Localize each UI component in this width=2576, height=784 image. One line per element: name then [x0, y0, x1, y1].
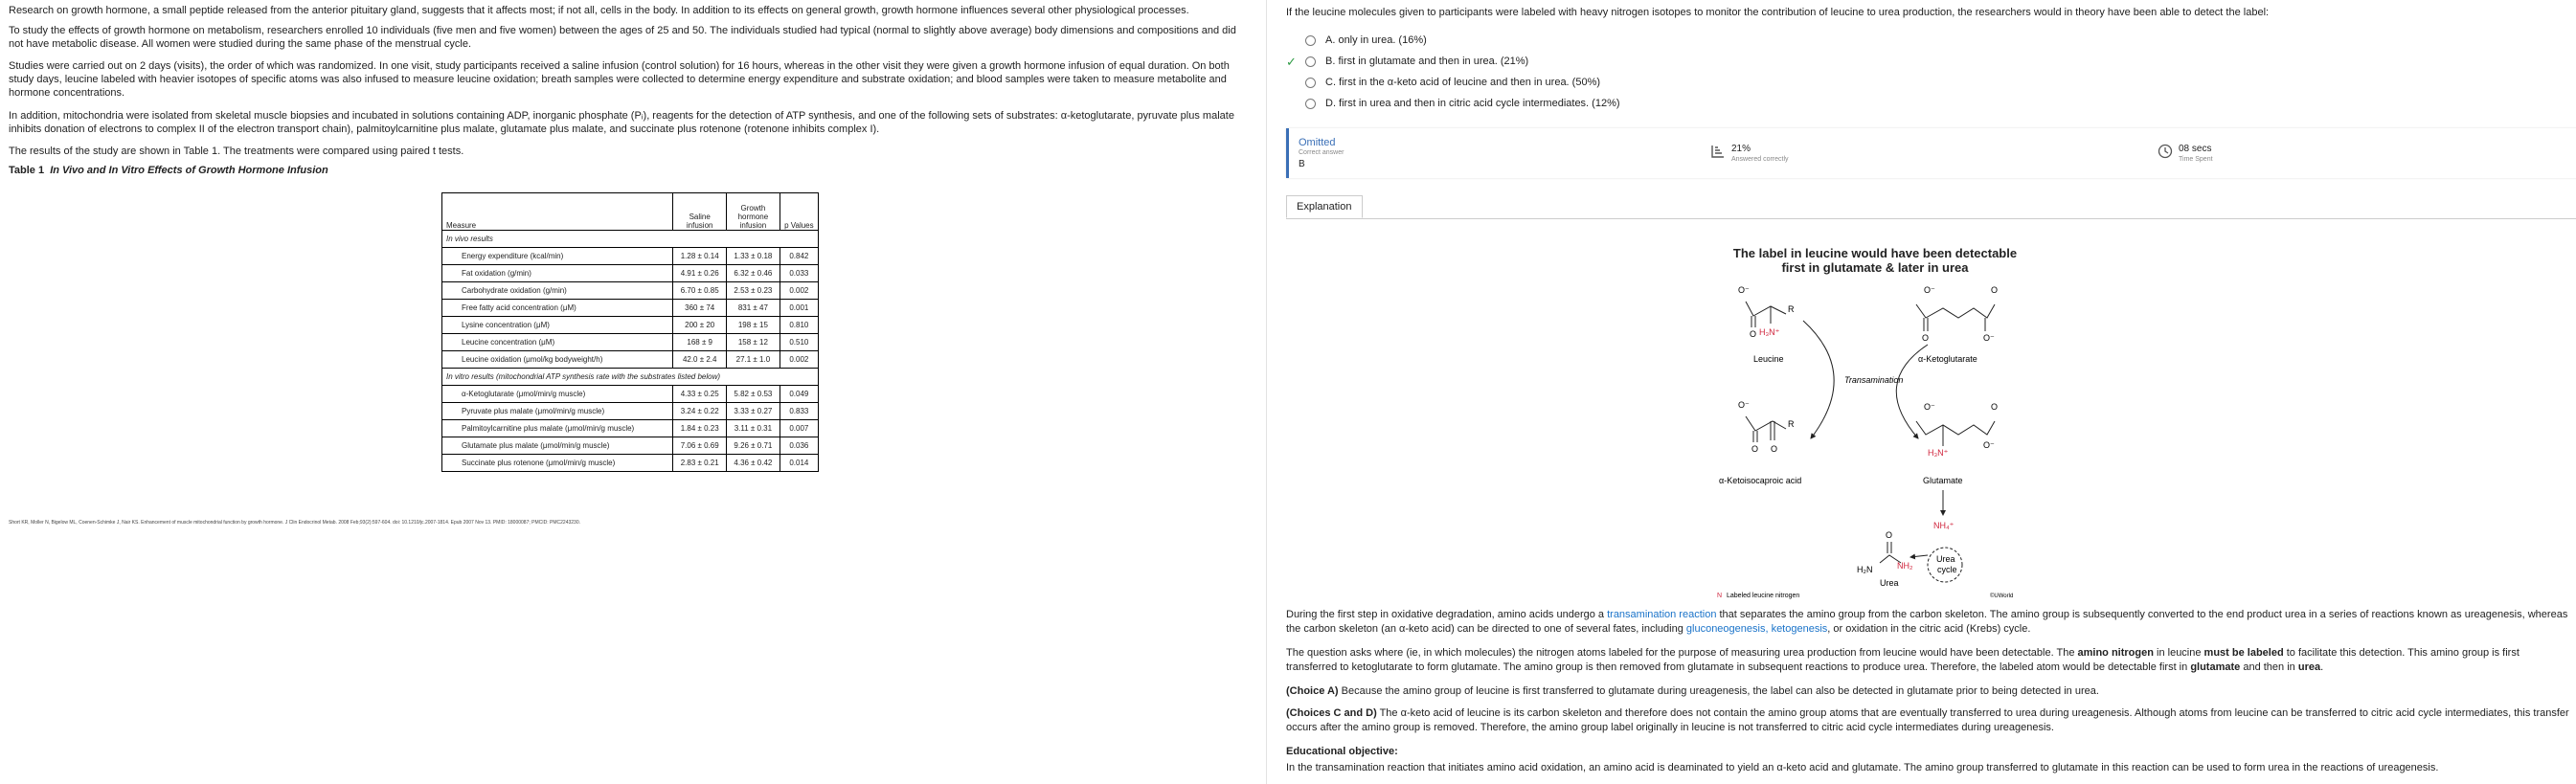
table-cell-value: 360 ± 74 — [673, 300, 727, 317]
table-caption: In Vivo and In Vitro Effects of Growth Hormone Infusion — [50, 165, 328, 176]
keto-r: R — [1788, 419, 1795, 429]
table-cell-value: 4.33 ± 0.25 — [673, 386, 727, 403]
table-cell-value: 9.26 ± 0.71 — [727, 437, 780, 455]
correct-answer-label: Correct answer — [1299, 149, 1344, 156]
table-cell-measure: Succinate plus rotenone (μmol/min/g muscle) — [442, 455, 673, 472]
passage-pane — [0, 0, 1266, 784]
akg-o-bottom-left: O — [1922, 333, 1930, 343]
table-cell-value: 0.002 — [780, 351, 818, 369]
urea-h2n: H₂N — [1857, 565, 1873, 574]
text: in leucine — [2153, 647, 2204, 659]
passage-paragraph-5: The results of the study are shown in Table 1. The treatments were compared using paired t tests. — [9, 146, 464, 157]
table-cell-value: 0.002 — [780, 282, 818, 300]
passage-paragraph-2: To study the effects of growth hormone on metabolism, researchers enrolled 10 individuals (five men and five women) between the ages of 25 and 50. The individuals studied had typical (normal to slightly above average) body dimensions and compositions and did not have metabolic disease. All women were studied during the same phase of the menstrual cycle. — [9, 25, 1236, 50]
akg-o-minus-left: O⁻ — [1924, 285, 1935, 295]
table-cell-measure: Palmitoylcarnitine plus malate (μmol/min/g muscle) — [442, 420, 673, 437]
text: The question asks where (ie, in which molecules) the nitrogen atoms labeled for the purpose of measuring urea production from leucine would have been detectable. The — [1286, 647, 2078, 659]
glu-h3n: H₃N⁺ — [1928, 448, 1949, 458]
header-growth-hormone: Growth hormone infusion — [727, 193, 780, 231]
urea-label: Urea — [1880, 578, 1899, 588]
table-row — [442, 386, 819, 403]
arrow-leucine-to-keto — [1803, 321, 1834, 438]
table-cell-value: 3.24 ± 0.22 — [673, 403, 727, 420]
table-cell-measure: Fat oxidation (g/min) — [442, 265, 673, 282]
table-cell-value: 4.36 ± 0.42 — [727, 455, 780, 472]
glutamate-label: Glutamate — [1923, 476, 1963, 485]
transamination-label: Transamination — [1844, 375, 1904, 385]
status-omitted: Omitted — [1299, 137, 1336, 148]
table-row — [442, 265, 819, 282]
figure-title-line-1: The label in leucine would have been detectable — [1732, 246, 2018, 260]
table-cell-measure: Leucine oxidation (μmol/kg bodyweight/h) — [442, 351, 673, 369]
question-pane — [1267, 0, 2576, 784]
table-cell-value: 0.049 — [780, 386, 818, 403]
choice-d[interactable] — [1305, 96, 1620, 111]
keto-o-left: O — [1751, 444, 1759, 454]
text: , or oxidation in the citric acid (Krebs) cycle. — [1827, 623, 2031, 635]
radio-icon[interactable] — [1305, 35, 1316, 46]
table-cell-value: 3.11 ± 0.31 — [727, 420, 780, 437]
bold-text: glutamate — [2190, 661, 2241, 673]
table-cell-value: 0.036 — [780, 437, 818, 455]
tab-underline — [1286, 218, 2576, 219]
table-cell-value: 5.82 ± 0.53 — [727, 386, 780, 403]
table-cell-value: 0.510 — [780, 334, 818, 351]
urea-cycle-label-1: Urea — [1936, 554, 1955, 564]
table-row — [442, 334, 819, 351]
table-cell-value: 42.0 ± 2.4 — [673, 351, 727, 369]
urea-cycle-label-2: cycle — [1937, 565, 1957, 574]
glu-o-minus-right: O⁻ — [1983, 440, 1995, 450]
question-stem: If the leucine molecules given to participants were labeled with heavy nitrogen isotopes to monitor the contribution of leucine to urea production, the researchers would in theory have been able to detect the label: — [1286, 7, 2270, 18]
table-body — [442, 231, 819, 472]
table-cell-value: 198 ± 15 — [727, 317, 780, 334]
percent-correct-value: 21% — [1731, 144, 1751, 154]
ketoisocaproic-label: α-Ketoisocaproic acid — [1719, 476, 1802, 485]
passage-paragraph-1: Research on growth hormone, a small peptide released from the anterior pituitary gland, suggests that it affects most; if not all, cells in the body. In addition to its effects on general growth, growth hormone influences several other physiological processes. — [9, 5, 1189, 16]
table-cell-value: 0.001 — [780, 300, 818, 317]
explanation-choice-a — [1286, 684, 2569, 699]
table-cell-measure: α-Ketoglutarate (μmol/min/g muscle) — [442, 386, 673, 403]
table-row — [442, 317, 819, 334]
table-cell-value: 200 ± 20 — [673, 317, 727, 334]
text: During the first step in oxidative degradation, amino acids undergo a — [1286, 609, 1608, 620]
table-row — [442, 351, 819, 369]
copyright: ©UWorld — [1990, 594, 2014, 599]
leucine-structure — [1738, 285, 1795, 364]
table-cell-measure: Free fatty acid concentration (μM) — [442, 300, 673, 317]
table-cell-measure: Carbohydrate oxidation (g/min) — [442, 282, 673, 300]
passage-paragraph-3: Studies were carried out on 2 days (visits), the order of which was randomized. In one visit, study participants received a saline infusion (control solution) for 16 hours, whereas in the other visit they were given a growth hormone infusion of equal duration. On both study days, leucine labeled with heavier isotopes of specific atoms was also infused to measure leucine oxidation; breath samples were collected to determine energy expenditure and substrate oxidation; and blood samples were taken to measure metabolite and hormone concentrations. — [9, 60, 1230, 99]
glu-o-right: O — [1991, 402, 1999, 412]
correct-answer-value: B — [1299, 159, 1305, 169]
text: The α-keto acid of leucine is its carbon skeleton and therefore does not contain the amino group atoms that are eventually transferred to urea during ureagenesis. Although atoms from leucine can be transferred to citric acid cycle intermediates, this transfer occurs after the amino group is removed. Therefore, the amino group label originally in leucine is not transferred to citric acid cycle intermediates during ureagenesis. — [1286, 707, 2569, 733]
header-measure: Measure — [442, 193, 673, 231]
text: Because the amino group of leucine is first transferred to glutamate during ureagenesis, the label can also be detected in glutamate prior to being detected in urea. — [1338, 685, 2099, 697]
bold-text: amino nitrogen — [2077, 647, 2154, 659]
header-saline: Saline infusion — [673, 193, 727, 231]
table-cell-value: 27.1 ± 1.0 — [727, 351, 780, 369]
explanation-paragraph-2 — [1286, 646, 2569, 675]
choice-d-label: D. first in urea and then in citric acid cycle intermediates. (12%) — [1325, 98, 1620, 109]
glutamate-structure — [1916, 402, 1998, 485]
table-cell-value: 0.014 — [780, 455, 818, 472]
leucine-label: Leucine — [1753, 354, 1784, 364]
table-section-row — [442, 231, 819, 248]
arrow-cycle-to-urea — [1910, 555, 1928, 557]
choice-a-ref: (Choice A) — [1286, 685, 1339, 697]
table-row — [442, 403, 819, 420]
correct-check-icon: ✓ — [1286, 55, 1297, 69]
citation: Short KR, Moller N, Bigelow ML, Coenen-Schimke J, Nair KS. Enhancement of muscle mitochondrial function by growth hormone. J Clin Endocrinol Metab. 2008 Feb;93(2):597-604. doi: 10.1210/jc.2007-1814. Epub 2007 Nov 13. PMID: 18000087; PMCID: PMC2243230. — [9, 520, 580, 526]
table-cell-value: 2.53 ± 0.23 — [727, 282, 780, 300]
table-cell-value: 158 ± 12 — [727, 334, 780, 351]
time-spent-value: 08 secs — [2179, 144, 2212, 154]
radio-icon[interactable] — [1305, 78, 1316, 88]
choice-b[interactable] — [1305, 54, 1528, 69]
table-cell-value: 831 ± 47 — [727, 300, 780, 317]
percent-correct-label: Answered correctly — [1731, 156, 1789, 163]
choice-c[interactable] — [1305, 75, 1600, 90]
figure-title — [1717, 246, 2033, 275]
table-cell-value: 6.32 ± 0.46 — [727, 265, 780, 282]
legend-label: Labeled leucine nitrogen — [1727, 593, 1800, 599]
table-row — [442, 420, 819, 437]
ketoisocaproic-structure — [1719, 400, 1801, 485]
table-header-row — [442, 193, 819, 231]
bold-text: must be labeled — [2203, 647, 2284, 659]
table-cell-value: 6.70 ± 0.85 — [673, 282, 727, 300]
table-cell-value: 0.810 — [780, 317, 818, 334]
choices-cd-ref: (Choices C and D) — [1286, 707, 1377, 719]
text: . — [2320, 661, 2324, 673]
keto-o-right: O — [1771, 444, 1778, 454]
educational-objective-label: Educational objective: — [1286, 746, 1398, 757]
time-spent-label: Time Spent — [2179, 156, 2213, 163]
tab-explanation[interactable]: Explanation — [1286, 195, 1363, 218]
radio-icon[interactable] — [1305, 99, 1316, 109]
table-cell-value: 0.833 — [780, 403, 818, 420]
radio-icon[interactable] — [1305, 56, 1316, 67]
akg-o-right: O — [1991, 285, 1999, 295]
table-section-label: In vivo results — [442, 231, 819, 248]
table-cell-value: 0.842 — [780, 248, 818, 265]
explanation-paragraph-1 — [1286, 608, 2569, 637]
table-cell-measure: Energy expenditure (kcal/min) — [442, 248, 673, 265]
choice-a-label: A. only in urea. (16%) — [1325, 34, 1427, 46]
clock-icon — [2158, 144, 2173, 164]
table-cell-measure: Pyruvate plus malate (μmol/min/g muscle) — [442, 403, 673, 420]
table-cell-value: 1.84 ± 0.23 — [673, 420, 727, 437]
table-cell-value: 4.91 ± 0.26 — [673, 265, 727, 282]
table-cell-measure: Glutamate plus malate (μmol/min/g muscle) — [442, 437, 673, 455]
urea-nh2: NH₂ — [1897, 561, 1913, 571]
urea-structure — [1857, 530, 1913, 588]
text: that separates the amino group from the carbon skeleton. The amino group is subsequently converted to the end product urea in a series of reactions known as ureagenesis, whereas the carbon skeleton (an α-keto acid) can be directed to one of several fates, including — [1286, 609, 2568, 635]
choice-b-label: B. first in glutamate and then in urea. (21%) — [1325, 56, 1529, 67]
table-cell-value: 1.28 ± 0.14 — [673, 248, 727, 265]
table-cell-measure: Leucine concentration (μM) — [442, 334, 673, 351]
table-cell-value: 0.007 — [780, 420, 818, 437]
ketoglutarate-label: α-Ketoglutarate — [1918, 354, 1977, 364]
table-row — [442, 455, 819, 472]
educational-objective-text: In the transamination reaction that initiates amino acid oxidation, an amino acid is deaminated to yield an α-keto acid and glutamate. The amino group transferred to glutamate in this reaction can be used to form urea in the reactions of ureagenesis. — [1286, 762, 2439, 773]
table-cell-measure: Lysine concentration (μM) — [442, 317, 673, 334]
glu-o-minus-left: O⁻ — [1924, 402, 1935, 412]
table-number: Table 1 — [9, 165, 45, 176]
table-cell-value: 2.83 ± 0.21 — [673, 455, 727, 472]
legend-symbol: N — [1717, 593, 1723, 599]
table-row — [442, 248, 819, 265]
passage-paragraph-4: In addition, mitochondria were isolated from skeletal muscle biopsies and incubated in solutions containing ADP, inorganic phosphate (Pᵢ), reagents for the detection of ATP synthesis, and one of the following sets of substrates: α-ketoglutarate, pyruvate plus malate inhibits donation of electrons to complex II of the electron transport chain), palmitoylcarnitine plus malate, glutamate plus malate, and succinate plus rotenone (rotenone inhibits complex I). — [9, 110, 1234, 135]
table-row — [442, 282, 819, 300]
leucine-h3n: H₃N⁺ — [1759, 327, 1780, 337]
bar-chart-icon — [1710, 144, 1726, 164]
results-table — [441, 192, 819, 472]
table-section-label: In vitro results (mitochondrial ATP synthesis rate with the substrates listed below) — [442, 369, 819, 386]
table-cell-value: 168 ± 9 — [673, 334, 727, 351]
keto-o-minus: O⁻ — [1738, 400, 1750, 410]
transamination-link[interactable]: transamination reaction — [1607, 609, 1717, 620]
choice-c-label: C. first in the α-keto acid of leucine and then in urea. (50%) — [1325, 77, 1601, 88]
table-cell-value: 3.33 ± 0.27 — [727, 403, 780, 420]
ketoglutarate-structure — [1916, 285, 1998, 364]
akg-o-minus-bottom-right: O⁻ — [1983, 333, 1995, 343]
text: to facilitate this detection. This amino group is first transferred to ketoglutarate to form glutamate. The amino group is then removed from glutamate in subsequent reactions to produce urea. Therefore, the labeled atom would be detectable first in — [1286, 647, 2520, 673]
bold-text: urea — [2297, 661, 2321, 673]
transamination-diagram — [1717, 278, 2033, 603]
urea-o: O — [1886, 530, 1893, 540]
gluconeogenesis-link[interactable]: gluconeogenesis, ketogenesis — [1685, 623, 1828, 635]
nh4-label: NH₄⁺ — [1933, 521, 1955, 530]
table-cell-value: 1.33 ± 0.18 — [727, 248, 780, 265]
leucine-o-minus: O⁻ — [1738, 285, 1750, 295]
table-row — [442, 437, 819, 455]
table-section-row — [442, 369, 819, 386]
leucine-r: R — [1788, 304, 1795, 314]
stats-bar — [1286, 128, 2576, 178]
table-title — [9, 165, 328, 176]
leucine-o: O — [1750, 329, 1757, 339]
figure-title-line-2: first in glutamate & later in urea — [1781, 260, 1969, 275]
table-cell-value: 0.033 — [780, 265, 818, 282]
table-cell-value: 7.06 ± 0.69 — [673, 437, 727, 455]
choice-a[interactable] — [1305, 33, 1427, 48]
table-row — [442, 300, 819, 317]
header-p-values: p Values — [780, 193, 818, 231]
explanation-choices-cd — [1286, 706, 2569, 735]
text: and then in — [2240, 661, 2298, 673]
